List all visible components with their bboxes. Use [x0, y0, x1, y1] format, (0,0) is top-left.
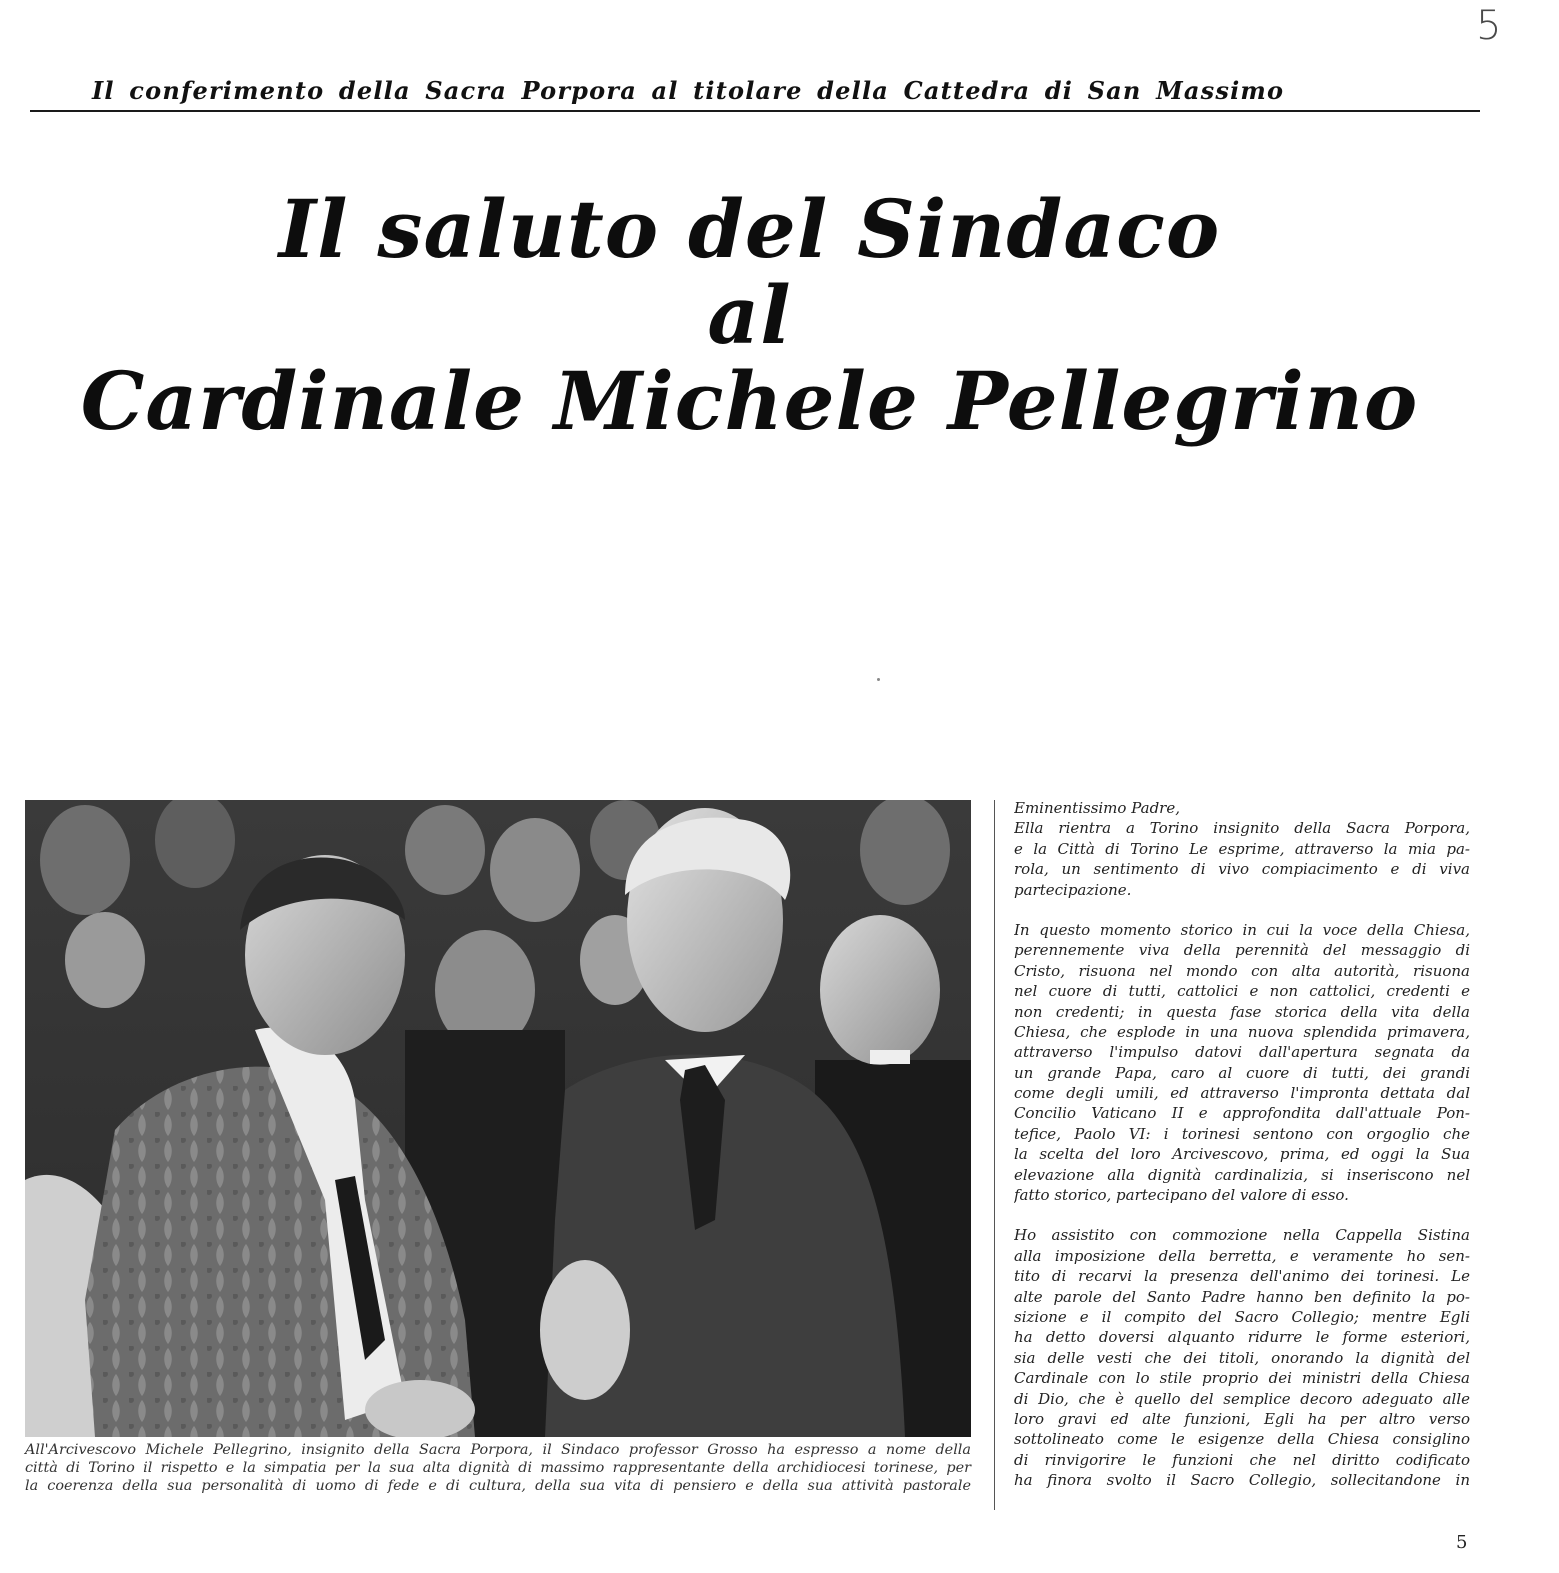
article-line: nel cuore di tutti, cattolici e non cattolici, credenti e — [1014, 982, 1470, 1001]
photo-caption — [25, 1441, 971, 1495]
column-rule — [994, 800, 995, 1510]
article-line: sia delle vesti che dei titoli, onorando la dignità del — [1014, 1348, 1470, 1367]
article-line: ha finora svolto il Sacro Collegio, sollecitandone in — [1014, 1471, 1470, 1490]
corner-page-number: 5 — [1476, 3, 1502, 49]
article-line: la scelta del loro Arcivescovo, prima, ed oggi la Sua — [1014, 1145, 1470, 1164]
article-line: tito di recarvi la presenza dell'animo dei torinesi. Le — [1014, 1267, 1470, 1286]
article-line: di rinvigorire le funzioni che nel diritto codificato — [1014, 1450, 1470, 1469]
article-line: sottolineato come le esigenze della Chiesa consiglino — [1014, 1430, 1470, 1449]
article-line: Cristo, risuona nel mondo con alta autorità, risuona — [1014, 961, 1470, 980]
article-line: perennemente viva della perennità del messaggio di — [1014, 941, 1470, 960]
page-number: 5 — [1456, 1532, 1468, 1553]
article-line: loro gravi ed alte funzioni, Egli ha per altro verso — [1014, 1409, 1470, 1428]
article-line: attraverso l'impulso datovi dall'apertura segnata da — [1014, 1043, 1470, 1062]
photograph-icon — [25, 800, 971, 1437]
caption-line: città di Torino il rispetto e la simpatia per la sua alta dignità di massimo rappresentante della archidiocesi torinese, per — [25, 1460, 971, 1476]
article-line: Eminentissimo Padre, — [1014, 799, 1180, 817]
headline-line-1: Il saluto del Sindaco — [278, 182, 1221, 276]
caption-line: All'Arcivescovo Michele Pellegrino, insignito della Sacra Porpora, il Sindaco professor Grosso ha espresso a nome della — [25, 1442, 971, 1458]
article-line: ha detto doversi alquanto ridurre le forme esteriori, — [1014, 1328, 1470, 1347]
running-head-text: Il conferimento della Sacra Porpora al titolare della Cattedra di San Massimo — [92, 76, 1285, 105]
article-line: come degli umili, ed attraverso l'impronta dettata dal — [1014, 1084, 1470, 1103]
article-line: sizione e il compito del Sacro Collegio; mentre Egli — [1014, 1307, 1470, 1326]
article-body — [1014, 798, 1470, 1491]
article-line: rola, un sentimento di vivo compiacimento e di viva — [1014, 860, 1470, 879]
article-line: Chiesa, che esplode in una nuova splendida primavera, — [1014, 1022, 1470, 1041]
article-line: tefice, Paolo VI: i torinesi sentono con orgoglio che — [1014, 1124, 1470, 1143]
article-line: Concilio Vaticano II e approfondita dall'attuale Pon- — [1014, 1104, 1470, 1123]
speck — [877, 678, 880, 681]
article-line: Cardinale con lo stile proprio dei ministri della Chiesa — [1014, 1369, 1470, 1388]
article-line: partecipazione. — [1014, 880, 1132, 899]
headline-line-2: al — [707, 268, 792, 362]
article-line: elevazione alla dignità cardinalizia, si inseriscono nel — [1014, 1165, 1470, 1184]
headline-line-3: Cardinale Michele Pellegrino — [80, 354, 1419, 448]
article-line: di Dio, che è quello del semplice decoro adeguato alle — [1014, 1389, 1470, 1408]
photograph — [25, 800, 971, 1437]
caption-line: la coerenza della sua personalità di uomo di fede e di cultura, della sua vita di pensiero e della sua attività pastorale — [25, 1478, 971, 1494]
article-line: non credenti; in questa fase storica della vita della — [1014, 1002, 1470, 1021]
article-line: Ella rientra a Torino insignito della Sacra Porpora, — [1014, 819, 1470, 838]
article-line: un grande Papa, caro al cuore di tutti, dei grandi — [1014, 1063, 1470, 1082]
article-line: fatto storico, partecipano del valore di esso. — [1014, 1186, 1349, 1205]
headline — [0, 182, 1499, 448]
article-line: Ho assistito con commozione nella Cappella Sistina — [1014, 1226, 1470, 1245]
article-line: alla imposizione della berretta, e veramente ho sen- — [1014, 1246, 1470, 1265]
running-head — [30, 76, 1480, 112]
article-line: e la Città di Torino Le esprime, attraverso la mia pa- — [1014, 839, 1470, 858]
article-line: In questo momento storico in cui la voce della Chiesa, — [1014, 920, 1470, 939]
article-line: alte parole del Santo Padre hanno ben definito la po- — [1014, 1287, 1470, 1306]
